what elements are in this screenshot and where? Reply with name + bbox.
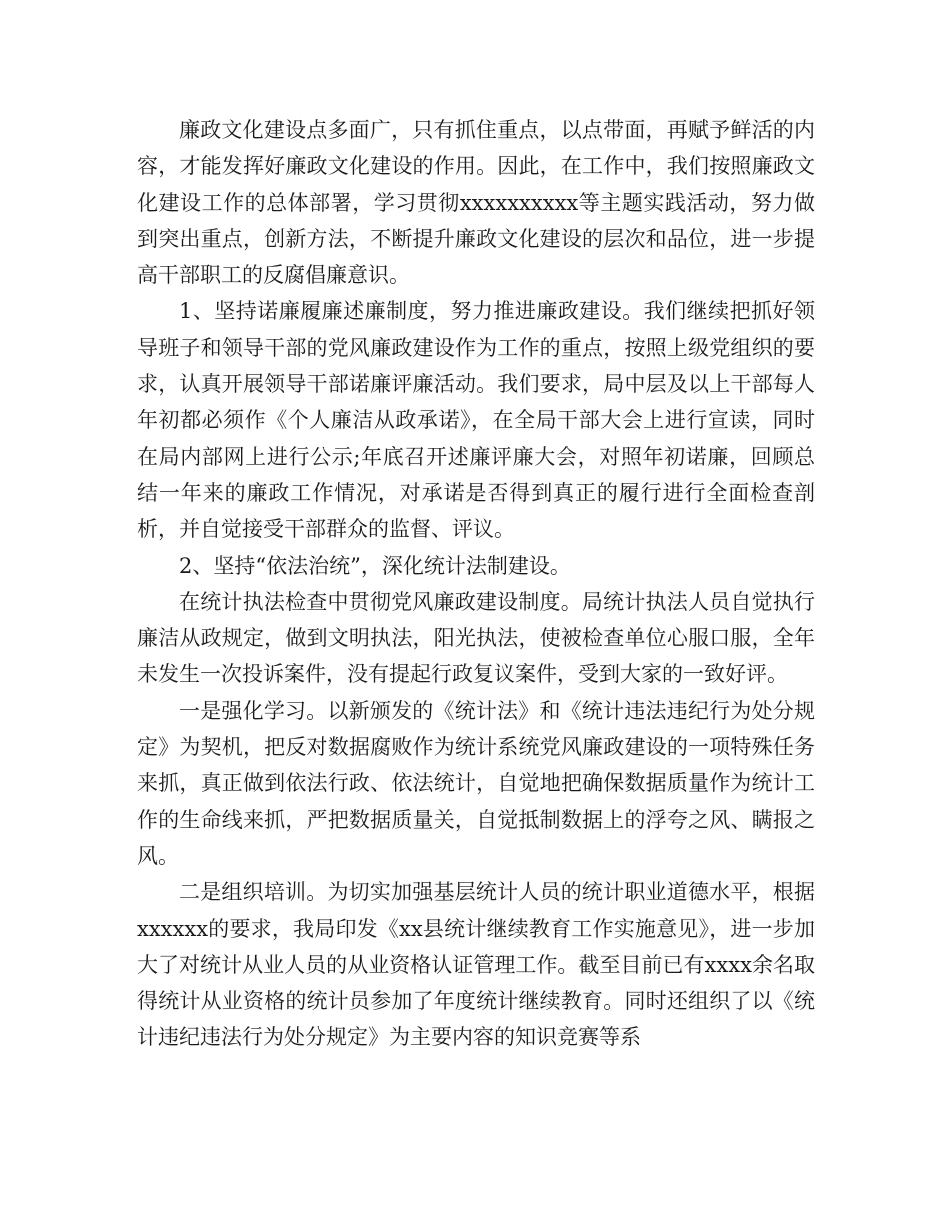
paragraph-item-2-heading: 2、坚持“依法治统”，深化统计法制建设。 <box>179 553 571 578</box>
paragraph-study: 一是强化学习。以新颁发的《统计法》和《统计违法违纪行为处分规定》为契机，把反对数据腐败作为统计系统党风廉政建设的一项特殊任务来抓，真正做到依法行政、依法统计，自觉地把确保数据质量作为统计工作的生命线来抓，严把数据质量关，自觉抵制数据上的浮夸之风、瞒报之风。 <box>137 698 815 868</box>
paragraph-item-1: 1、坚持诺廉履廉述廉制度，努力推进廉政建设。我们继续把抓好领导班子和领导干部的党风廉政建设作为工作的重点，按照上级党组织的要求，认真开展领导干部诺廉评廉活动。我们要求，局中层及以上干部每人年初都必须作《个人廉洁从政承诺》，在全局干部大会上进行宣读，同时在局内部网上进行公示;年底召开述廉评廉大会，对照年初诺廉，回顾总结一年来的廉政工作情况，对承诺是否得到真正的履行进行全面检查剖析，并自觉接受干部群众的监督、评议。 <box>137 299 815 542</box>
paragraph-training: 二是组织培训。为切实加强基层统计人员的统计职业道德水平，根据xxxxxx的要求，我局印发《xx县统计继续教育工作实施意见》，进一步加大了对统计从业人员的从业资格认证管理工作。截至目前已有xxxx余名取得统计从业资格的统计员参加了年度统计继续教育。同时还组织了以《统计违纪违法行为处分规定》为主要内容的知识竞赛等系 <box>137 880 815 1050</box>
paragraph-law-enforcement: 在统计执法检查中贯彻党风廉政建设制度。局统计执法人员自觉执行廉洁从政规定，做到文明执法，阳光执法，使被检查单位心服口服，全年未发生一次投诉案件，没有提起行政复议案件，受到大家的一致好评。 <box>137 589 815 687</box>
paragraph-intro: 廉政文化建设点多面广，只有抓住重点，以点带面，再赋予鲜活的内容，才能发挥好廉政文化建设的作用。因此，在工作中，我们按照廉政文化建设工作的总体部署，学习贯彻xxxxxxxxxx等主题实践活动，努力做到突出重点，创新方法，不断提升廉政文化建设的层次和品位，进一步提高干部职工的反腐倡廉意识。 <box>137 118 815 288</box>
document-body <box>137 112 815 1056</box>
